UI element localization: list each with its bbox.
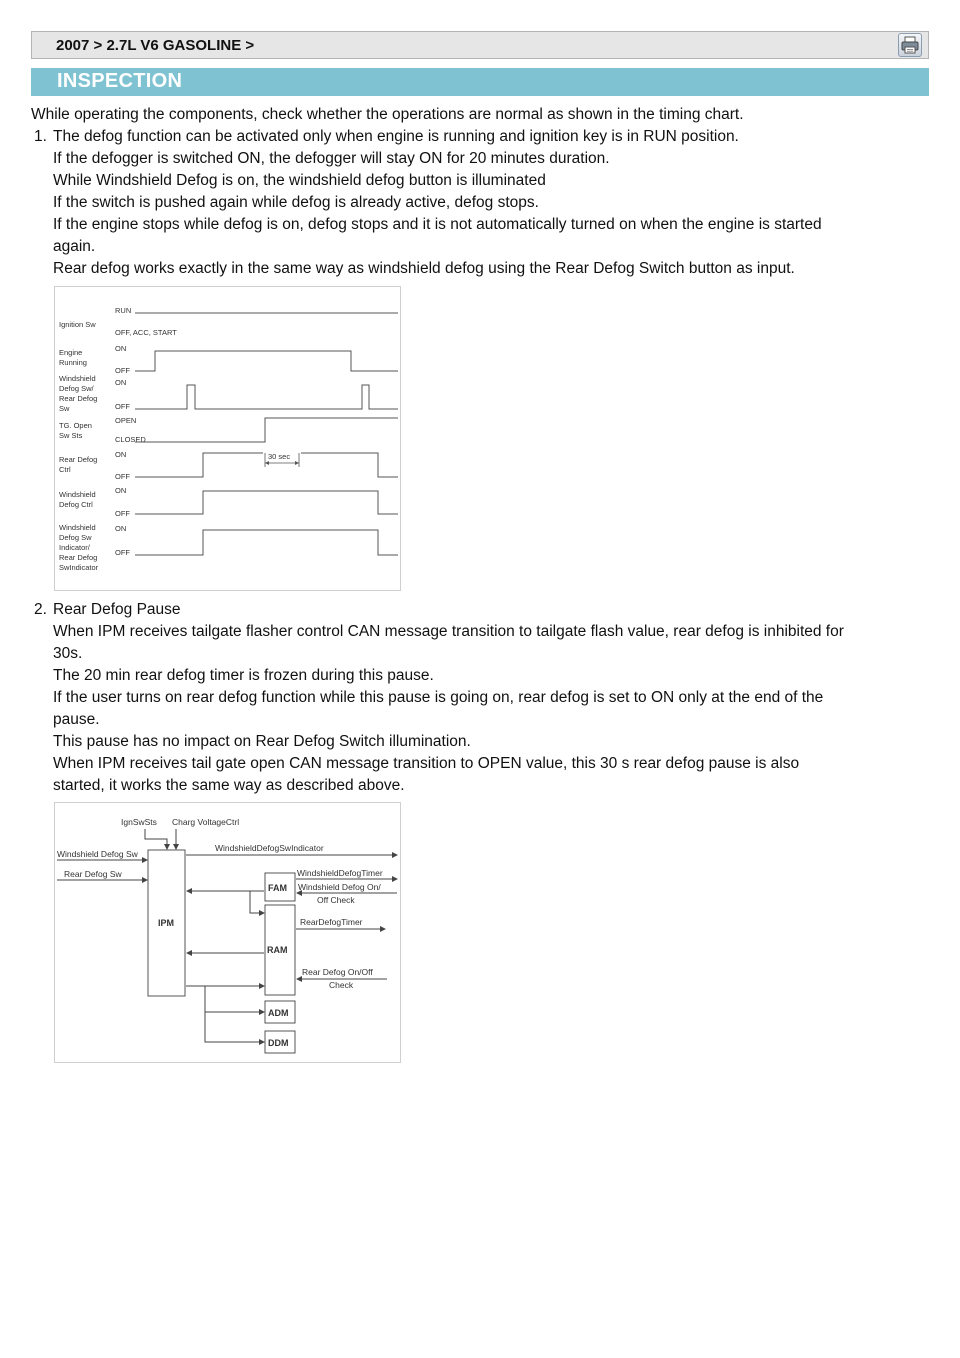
adm-label: ADM bbox=[268, 1008, 289, 1018]
item1-line: If the defogger is switched ON, the defogger will stay ON for 20 minutes duration. bbox=[53, 150, 610, 167]
item1-line: While Windshield Defog is on, the windshield defog button is illuminated bbox=[53, 172, 546, 189]
signal-label: Engine bbox=[59, 348, 83, 357]
pause-label: 30 sec bbox=[268, 452, 291, 461]
item2-line: When IPM receives tailgate flasher control CAN message transition to tailgate flash value, rear defog is inhibited for bbox=[53, 623, 844, 640]
section-title: INSPECTION bbox=[57, 70, 183, 92]
signal-high-label: ON bbox=[115, 378, 127, 387]
ign-sw-line bbox=[145, 829, 167, 849]
signal-low-label: OFF bbox=[115, 509, 130, 518]
fam-check-label: Windshield Defog On/ bbox=[298, 882, 381, 892]
item2-line: 30s. bbox=[53, 645, 83, 662]
ign-sw-sts-label: IgnSwSts bbox=[121, 817, 157, 827]
item2-line: Rear Defog Pause bbox=[53, 601, 181, 618]
charg-voltage-label: Charg VoltageCtrl bbox=[172, 817, 240, 827]
signal-label: Windshield bbox=[59, 490, 96, 499]
rear-defog-sw-label: Rear Defog Sw bbox=[64, 869, 122, 879]
item2-line: When IPM receives tail gate open CAN message transition to OPEN value, this 30 s rear defog pause is also bbox=[53, 755, 800, 772]
breadcrumb[interactable]: 2007 > 2.7L V6 GASOLINE > bbox=[56, 37, 255, 54]
signal-label: SwIndicator bbox=[59, 563, 99, 572]
fam-timer-label: WindshieldDefogTimer bbox=[297, 868, 383, 878]
timing-chart bbox=[54, 286, 401, 591]
fam-ram-link bbox=[250, 891, 264, 913]
signal-label: Rear Defog bbox=[59, 394, 98, 403]
item1-line: If the switch is pushed again while defog is already active, defog stops. bbox=[53, 194, 539, 211]
signal-waveform bbox=[135, 530, 398, 555]
intro-text: While operating the components, check whether the operations are normal as shown in the timing chart. bbox=[31, 106, 744, 123]
signal-label: Ctrl bbox=[59, 465, 71, 474]
item2-line: started, it works the same way as described above. bbox=[53, 777, 405, 794]
signal-label: Rear Defog bbox=[59, 553, 98, 562]
item2-line: pause. bbox=[53, 711, 100, 728]
item2-line: If the user turns on rear defog function while this pause is going on, rear defog is set to ON only at the end of the bbox=[53, 689, 824, 706]
signal-high-label: ON bbox=[115, 450, 127, 459]
signal-high-label: RUN bbox=[115, 306, 132, 315]
signal-high-label: ON bbox=[115, 524, 127, 533]
signal-low-label: OFF, ACC, START bbox=[115, 328, 177, 337]
signal-label: Sw bbox=[59, 404, 70, 413]
adm-link bbox=[205, 986, 264, 1012]
signal-low-label: OFF bbox=[115, 472, 130, 481]
ram-check-label-2: Check bbox=[329, 980, 354, 990]
signal-label: Windshield bbox=[59, 523, 96, 532]
signal-label: TG. Open bbox=[59, 421, 92, 430]
block-diagram bbox=[54, 802, 401, 1063]
print-button[interactable] bbox=[898, 33, 922, 57]
signal-low-label: CLOSED bbox=[115, 435, 146, 444]
signal-label: Windshield bbox=[59, 374, 96, 383]
signal-waveform bbox=[135, 491, 398, 514]
printer-icon bbox=[899, 34, 921, 56]
item1-line: Rear defog works exactly in the same way as windshield defog using the Rear Defog Switch button as input. bbox=[53, 260, 795, 277]
signal-waveform bbox=[135, 351, 398, 371]
ram-label: RAM bbox=[267, 945, 288, 955]
item-number: 2. bbox=[34, 601, 47, 618]
ddm-link bbox=[205, 1012, 264, 1042]
signal-low-label: OFF bbox=[115, 548, 130, 557]
item1-line: The defog function can be activated only when engine is running and ignition key is in RUN position. bbox=[53, 128, 739, 145]
ipm-label: IPM bbox=[158, 918, 175, 928]
signal-label: Running bbox=[59, 358, 87, 367]
item1-line: If the engine stops while defog is on, defog stops and it is not automatically turned on when the engine is started bbox=[53, 216, 822, 233]
signal-label: Indicator/ bbox=[59, 543, 90, 552]
signal-low-label: OFF bbox=[115, 366, 130, 375]
indicator-label: WindshieldDefogSwIndicator bbox=[215, 843, 324, 853]
section-bar bbox=[31, 68, 929, 96]
signal-label: Rear Defog bbox=[59, 455, 98, 464]
item2-line: The 20 min rear defog timer is frozen during this pause. bbox=[53, 667, 434, 684]
signal-high-label: OPEN bbox=[115, 416, 137, 425]
signal-label: Sw Sts bbox=[59, 431, 83, 440]
signal-label: Defog Ctrl bbox=[59, 500, 93, 509]
item2-line: This pause has no impact on Rear Defog Switch illumination. bbox=[53, 733, 471, 750]
signal-high-label: ON bbox=[115, 486, 127, 495]
fam-check-label-2: Off Check bbox=[317, 895, 355, 905]
signal-low-label: OFF bbox=[115, 402, 130, 411]
signal-label: Defog Sw/ bbox=[59, 384, 94, 393]
item1-line: again. bbox=[53, 238, 96, 255]
ddm-label: DDM bbox=[268, 1038, 289, 1048]
signal-waveform bbox=[135, 453, 398, 477]
signal-high-label: ON bbox=[115, 344, 127, 353]
ws-defog-sw-label: Windshield Defog Sw bbox=[57, 849, 138, 859]
signal-label: Ignition Sw bbox=[59, 320, 96, 329]
ram-timer-label: RearDefogTimer bbox=[300, 917, 363, 927]
header-bar bbox=[31, 31, 929, 59]
fam-label: FAM bbox=[268, 883, 287, 893]
signal-waveform bbox=[135, 418, 398, 442]
signal-label: Defog Sw bbox=[59, 533, 92, 542]
signal-waveform bbox=[135, 385, 398, 409]
item-number: 1. bbox=[34, 128, 47, 145]
ram-check-label: Rear Defog On/Off bbox=[302, 967, 373, 977]
